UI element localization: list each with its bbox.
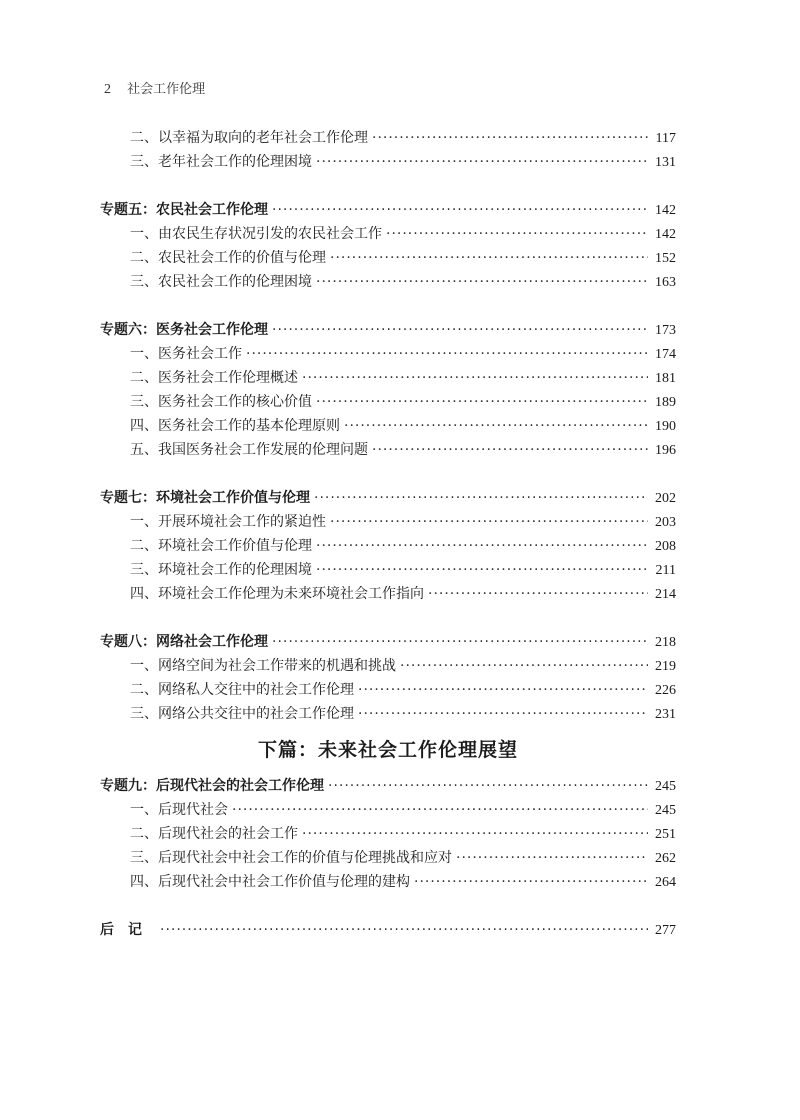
dot-leader [232, 798, 648, 822]
toc-entry[interactable] [100, 702, 676, 726]
page-header [104, 78, 205, 98]
toc-entry-page: 245 [655, 803, 676, 818]
toc-entry-page: 211 [655, 563, 676, 578]
toc-section-page: 245 [655, 779, 676, 794]
toc-entry-page: 152 [655, 251, 676, 266]
toc-entry-label: 一、开展环境社会工作的紧迫性 [130, 514, 326, 530]
toc-afterword-page: 277 [655, 923, 676, 938]
dot-leader [316, 150, 648, 174]
toc-section-label: 专题九：后现代社会的社会工作伦理 [100, 778, 324, 794]
toc-entry-label: 四、后现代社会中社会工作价值与伦理的建构 [130, 874, 410, 890]
toc-entry[interactable] [100, 870, 676, 894]
toc-entry[interactable] [100, 414, 676, 438]
toc-entry[interactable] [100, 246, 676, 270]
toc-entry[interactable] [100, 510, 676, 534]
dot-leader [330, 510, 648, 534]
toc-entry-page: 142 [655, 227, 676, 242]
toc-section-page: 218 [655, 635, 676, 650]
toc-entry-label: 三、后现代社会中社会工作的价值与伦理挑战和应对 [130, 850, 452, 866]
toc-entry-page: 208 [655, 539, 676, 554]
toc-section-entry[interactable] [100, 198, 676, 222]
toc-section-label: 专题五：农民社会工作伦理 [100, 202, 268, 218]
toc-section-entry[interactable] [100, 486, 676, 510]
toc-entry-label: 二、以幸福为取向的老年社会工作伦理 [130, 130, 368, 146]
dot-leader [316, 534, 648, 558]
dot-leader [358, 678, 648, 702]
toc-entry[interactable] [100, 678, 676, 702]
toc-afterword-entry[interactable] [100, 918, 676, 942]
dot-leader [316, 390, 648, 414]
dot-leader [328, 774, 648, 798]
toc-section-page: 202 [655, 491, 676, 506]
page-number: 2 [104, 82, 111, 97]
toc-entry-label: 四、环境社会工作伦理为未来环境社会工作指向 [130, 586, 424, 602]
toc-entry-label: 三、网络公共交往中的社会工作伦理 [130, 706, 354, 722]
dot-leader [400, 654, 648, 678]
dot-leader [386, 222, 648, 246]
dot-leader [272, 630, 648, 654]
part-heading: 下篇：未来社会工作伦理展望 [257, 739, 518, 761]
toc-entry-page: 226 [655, 683, 676, 698]
toc-entry-page: 214 [655, 587, 676, 602]
dot-leader [302, 822, 648, 846]
dot-leader [414, 870, 648, 894]
toc-entry-page: 174 [655, 347, 676, 362]
toc-entry-page: 196 [655, 443, 676, 458]
dot-leader [272, 198, 648, 222]
toc-entry-label: 一、由农民生存状况引发的农民社会工作 [130, 226, 382, 242]
toc-entry[interactable] [100, 438, 676, 462]
toc-entry-label: 四、医务社会工作的基本伦理原则 [130, 418, 340, 434]
toc-entry-label: 五、我国医务社会工作发展的伦理问题 [130, 442, 368, 458]
toc-entry-page: 203 [655, 515, 676, 530]
dot-leader [372, 126, 648, 150]
toc-entry-page: 262 [655, 851, 676, 866]
dot-leader [372, 438, 648, 462]
running-title: 社会工作伦理 [127, 82, 206, 97]
toc-entry-label: 三、农民社会工作的伦理困境 [130, 274, 312, 290]
toc-entry[interactable] [100, 798, 676, 822]
dot-leader [302, 366, 648, 390]
dot-leader [456, 846, 648, 870]
toc-entry-page: 190 [655, 419, 676, 434]
toc-entry[interactable] [100, 822, 676, 846]
dot-leader [160, 918, 648, 942]
toc-entry-page: 163 [655, 275, 676, 290]
toc-entry-page: 189 [655, 395, 676, 410]
toc-entry-page: 251 [655, 827, 676, 842]
toc-entry[interactable] [100, 558, 676, 582]
dot-leader [272, 318, 648, 342]
dot-leader [344, 414, 648, 438]
toc-entry[interactable] [100, 534, 676, 558]
toc-entry[interactable] [100, 654, 676, 678]
toc-entry[interactable] [100, 150, 676, 174]
toc-entry[interactable] [100, 222, 676, 246]
toc-afterword-label: 后记 [100, 922, 156, 938]
toc-entry[interactable] [100, 270, 676, 294]
toc-entry-label: 二、网络私人交往中的社会工作伦理 [130, 682, 354, 698]
dot-leader [316, 558, 648, 582]
toc-entry-label: 一、网络空间为社会工作带来的机遇和挑战 [130, 658, 396, 674]
toc-section-label: 专题六：医务社会工作伦理 [100, 322, 268, 338]
toc-section-entry[interactable] [100, 774, 676, 798]
toc-entry-page: 231 [655, 707, 676, 722]
toc-entry-label: 三、医务社会工作的核心价值 [130, 394, 312, 410]
toc-entry[interactable] [100, 582, 676, 606]
toc-entry-label: 三、环境社会工作的伦理困境 [130, 562, 312, 578]
dot-leader [330, 246, 648, 270]
toc-section-label: 专题八：网络社会工作伦理 [100, 634, 268, 650]
toc-entry[interactable] [100, 126, 676, 150]
toc-entry-label: 二、环境社会工作价值与伦理 [130, 538, 312, 554]
dot-leader [246, 342, 648, 366]
toc-section-entry[interactable] [100, 318, 676, 342]
dot-leader [314, 486, 648, 510]
toc-section-entry[interactable] [100, 630, 676, 654]
dot-leader [316, 270, 648, 294]
toc-entry[interactable] [100, 342, 676, 366]
toc-entry-label: 一、医务社会工作 [130, 346, 242, 362]
dot-leader [358, 702, 648, 726]
toc-entry[interactable] [100, 846, 676, 870]
toc-entry-page: 264 [655, 875, 676, 890]
table-of-contents [100, 126, 676, 942]
toc-entry-label: 二、农民社会工作的价值与伦理 [130, 250, 326, 266]
dot-leader [428, 582, 648, 606]
toc-entry-label: 二、后现代社会的社会工作 [130, 826, 298, 842]
toc-entry-label: 一、后现代社会 [130, 802, 228, 818]
toc-entry[interactable] [100, 366, 676, 390]
toc-entry-page: 117 [655, 131, 676, 146]
toc-section-page: 173 [655, 323, 676, 338]
toc-entry-label: 三、老年社会工作的伦理困境 [130, 154, 312, 170]
toc-entry[interactable] [100, 390, 676, 414]
toc-entry-page: 219 [655, 659, 676, 674]
toc-entry-label: 二、医务社会工作伦理概述 [130, 370, 298, 386]
toc-section-label: 专题七：环境社会工作价值与伦理 [100, 490, 310, 506]
toc-section-page: 142 [655, 203, 676, 218]
toc-entry-page: 131 [655, 155, 676, 170]
toc-entry-page: 181 [655, 371, 676, 386]
